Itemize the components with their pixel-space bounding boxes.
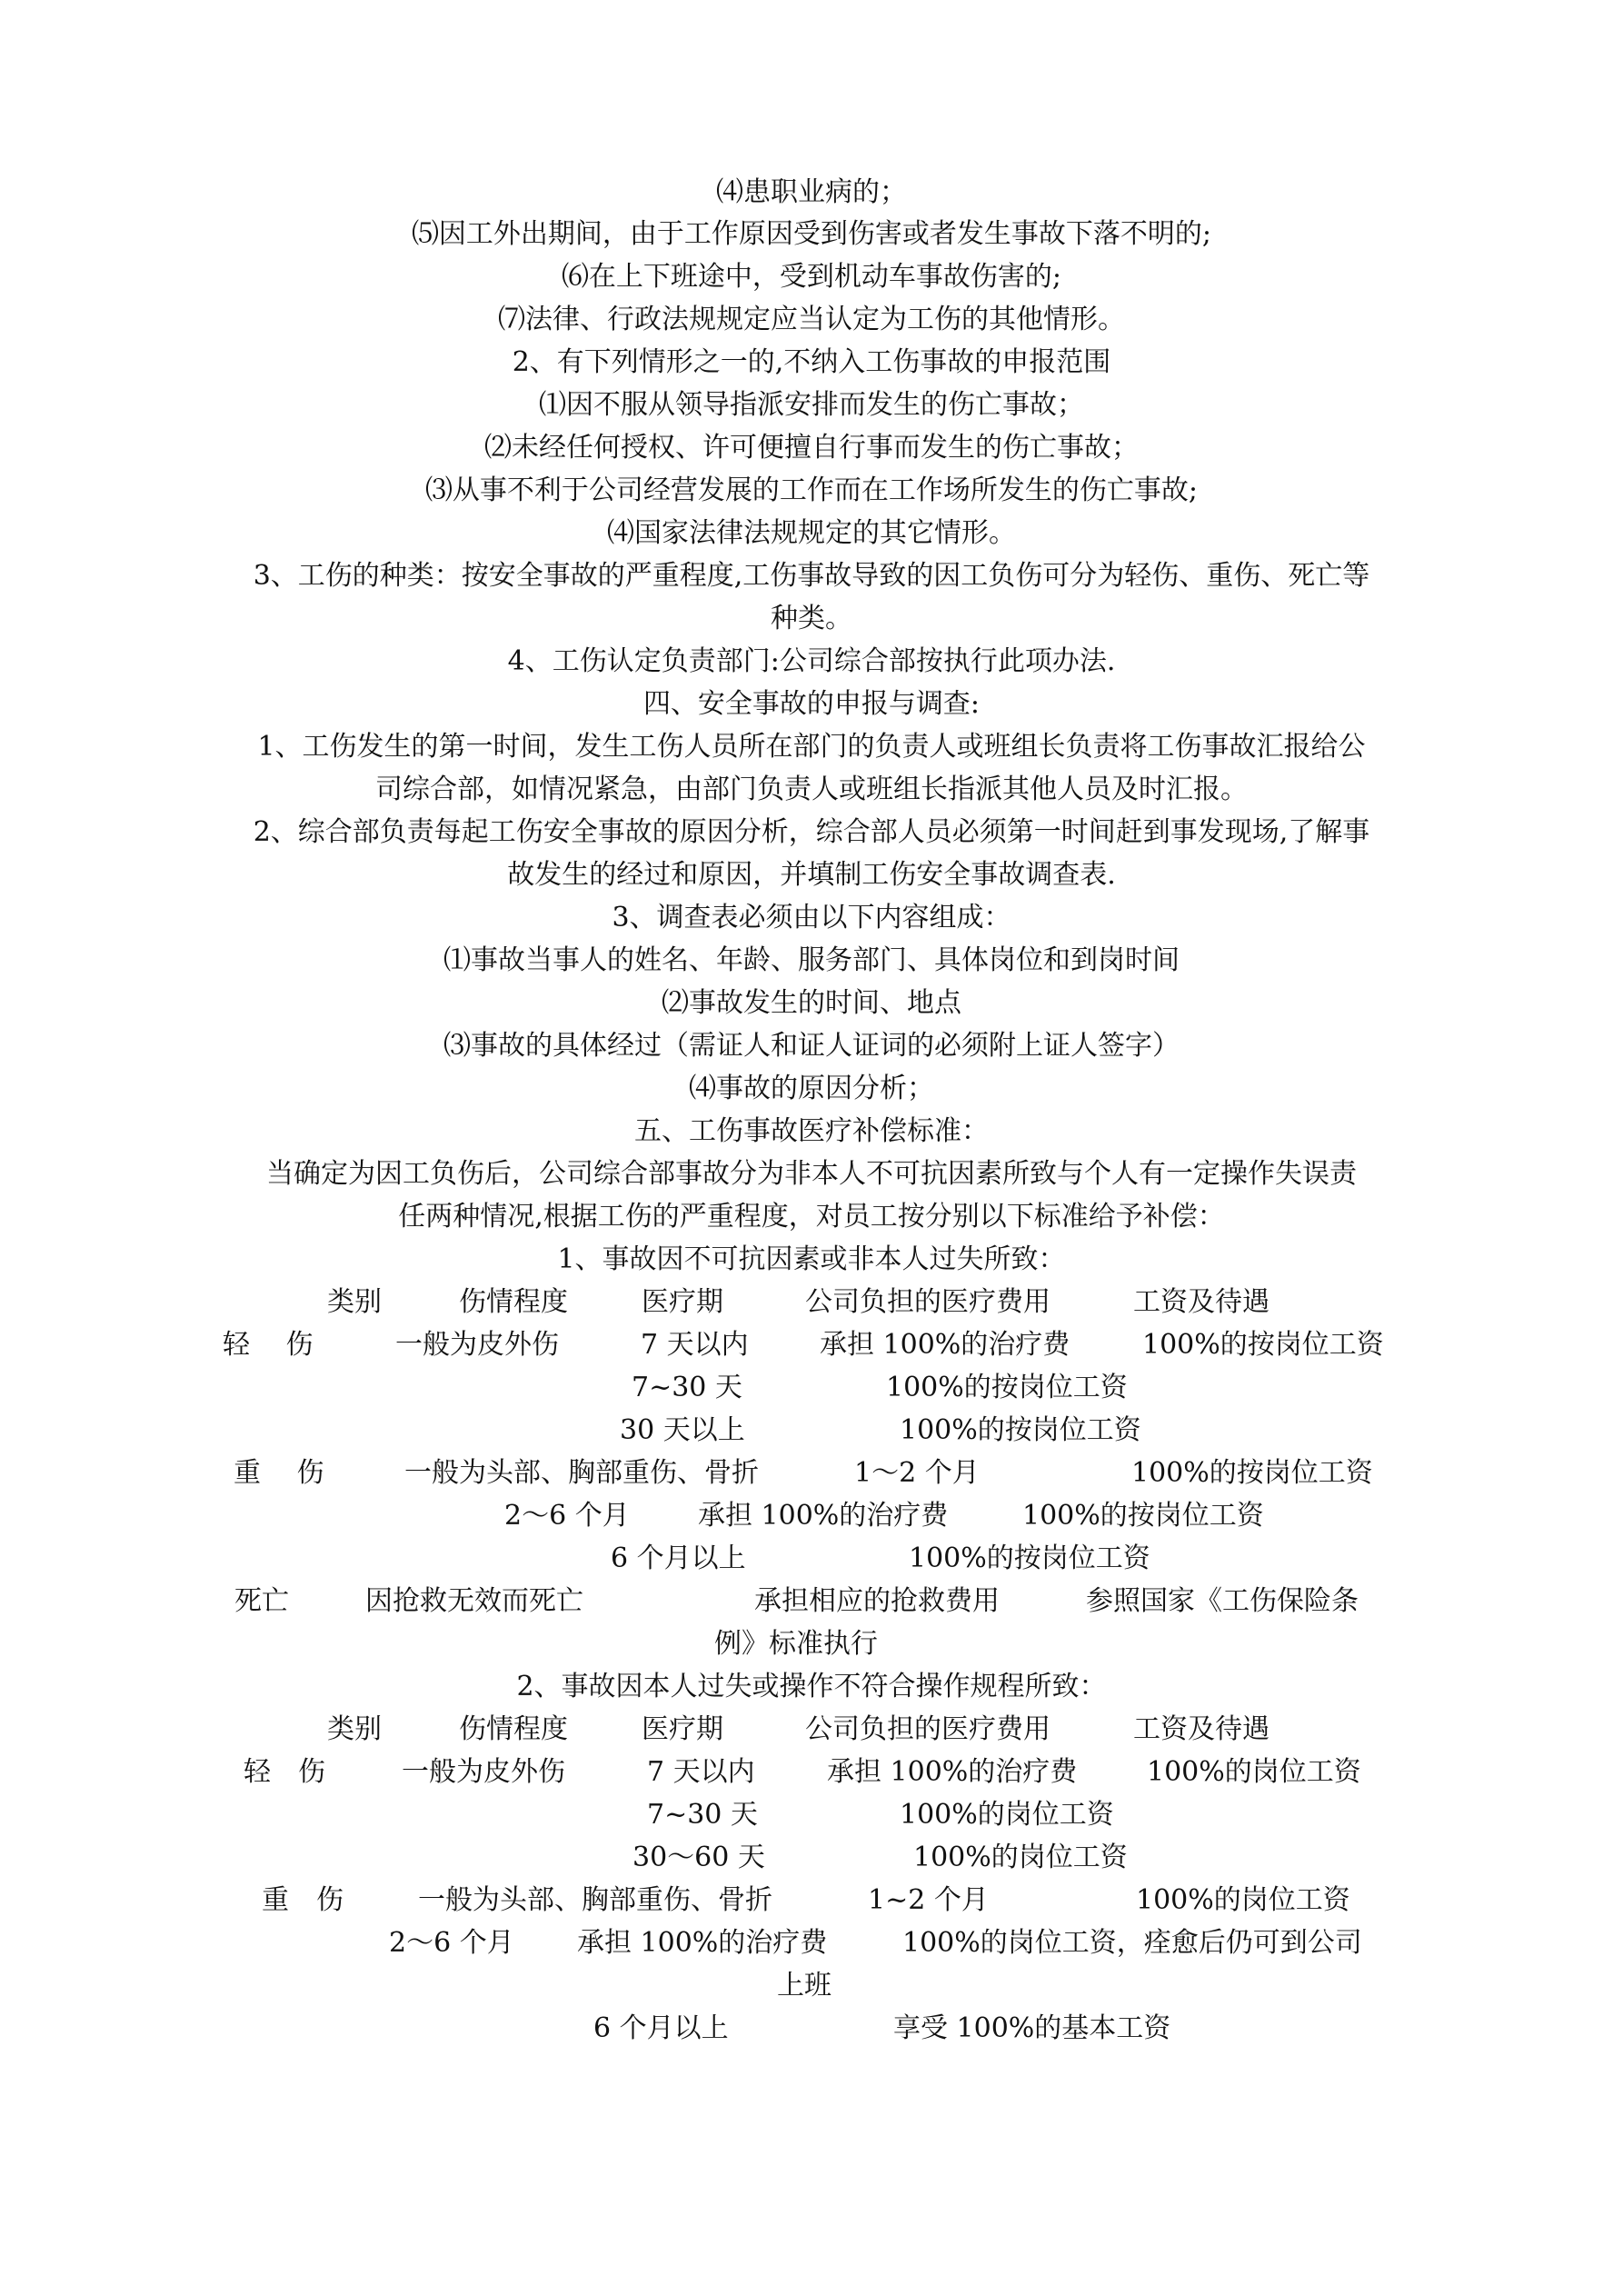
table-cell: 承担 100%的治疗费 <box>827 1756 1078 1788</box>
table-cell: 1～2 个月 <box>854 1457 980 1489</box>
text-line: ⑵未经任何授权、许可便擅自行事而发生的伤亡事故； <box>484 432 1139 464</box>
text-line: ⑶从事不利于公司经营发展的工作而在工作场所发生的伤亡事故; <box>424 474 1199 506</box>
table-cell: 因抢救无效而死亡 <box>365 1585 583 1617</box>
table-cell: 100%的岗位工资 <box>900 1799 1114 1831</box>
text-line: 1、工伤发生的第一时间，发生工伤人员所在部门的负责人或班组长负责将工伤事故汇报给公 <box>257 731 1366 763</box>
table-cell: 7 天以内 <box>641 1329 749 1361</box>
table-cell: 承担相应的抢救费用 <box>754 1585 1000 1617</box>
table-cell: 例》标准执行 <box>714 1628 878 1660</box>
text-line: ⑹在上下班途中，受到机动车事故伤害的; <box>561 261 1062 293</box>
header-cell: 医疗期 <box>642 1713 723 1745</box>
table-cell: 一般为头部、胸部重伤、骨折 <box>404 1457 759 1489</box>
table-cell: 重 伤 <box>234 1457 324 1489</box>
table-cell: 100%的按岗位工资 <box>900 1414 1141 1446</box>
subsection-heading: 2、事故因本人过失或操作不符合操作规程所致： <box>516 1671 1107 1702</box>
table-cell: 100%的岗位工资 <box>1147 1756 1361 1788</box>
table-cell: 1~2 个月 <box>868 1884 989 1916</box>
table-cell: 承担 100%的治疗费 <box>698 1500 949 1532</box>
table-cell: 6 个月以上 <box>611 1542 746 1574</box>
section-heading: 四、安全事故的申报与调查: <box>642 688 981 720</box>
table-cell: 30 天以上 <box>620 1414 745 1446</box>
table-cell: 上班 <box>777 1970 831 2002</box>
text-line: ⑶事故的具体经过（需证人和证人证词的必须附上证人签字） <box>443 1030 1180 1062</box>
text-line: 故发生的经过和原因，并填制工伤安全事故调查表. <box>507 859 1116 891</box>
header-cell: 类别 <box>327 1286 382 1318</box>
table-cell: 死亡 <box>234 1585 289 1617</box>
table-cell: 100%的按岗位工资 <box>1131 1457 1373 1489</box>
table-cell: 100%的岗位工资，痊愈后仍可到公司 <box>902 1927 1362 1959</box>
text-line: 2、综合部负责每起工伤安全事故的原因分析，综合部人员必须第一时间赶到事发现场,了解事 <box>253 816 1370 848</box>
table-cell: 承担 100%的治疗费 <box>577 1927 828 1959</box>
header-cell: 公司负担的医疗费用 <box>805 1713 1050 1745</box>
text-line: 司综合部，如情况紧急，由部门负责人或班组长指派其他人员及时汇报。 <box>375 774 1248 805</box>
text-line: 4、工伤认定负责部门:公司综合部按执行此项办法. <box>507 645 1116 677</box>
header-cell: 类别 <box>327 1713 382 1745</box>
header-cell: 公司负担的医疗费用 <box>805 1286 1050 1318</box>
text-line: ⑸因工外出期间，由于工作原因受到伤害或者发生事故下落不明的; <box>411 218 1212 250</box>
text-line: ⑴事故当事人的姓名、年龄、服务部门、具体岗位和到岗时间 <box>443 944 1180 976</box>
table-cell: 6 个月以上 <box>593 2012 729 2044</box>
text-line: 当确定为因工负伤后，公司综合部事故分为非本人不可抗因素所致与个人有一定操作失误责 <box>266 1158 1357 1190</box>
table-cell: 重 伤 <box>262 1884 344 1916</box>
text-line: ⑷事故的原因分析； <box>689 1073 934 1104</box>
table-cell: 2～6 个月 <box>389 1927 514 1959</box>
section-heading: 五、工伤事故医疗补偿标准： <box>634 1115 989 1147</box>
header-cell: 工资及待遇 <box>1133 1286 1270 1318</box>
text-line: ⑷患职业病的； <box>716 176 907 208</box>
table-cell: 30～60 天 <box>632 1842 765 1873</box>
table-cell: 100%的按岗位工资 <box>886 1372 1128 1403</box>
table-cell: 100%的按岗位工资 <box>1142 1329 1384 1361</box>
table-cell: 7 天以内 <box>647 1756 755 1788</box>
table-cell: 一般为皮外伤 <box>395 1329 559 1361</box>
text-line: 任两种情况,根据工伤的严重程度，对员工按分别以下标准给予补偿： <box>398 1201 1225 1233</box>
header-cell: 伤情程度 <box>459 1286 568 1318</box>
text-line: 种类。 <box>771 603 852 634</box>
text-line: ⑴因不服从领导指派安排而发生的伤亡事故； <box>539 389 1084 421</box>
table-cell: 100%的岗位工资 <box>1136 1884 1350 1916</box>
table-cell: 2～6 个月 <box>504 1500 630 1532</box>
text-line: 1、事故因不可抗因素或非本人过失所致： <box>557 1243 1066 1275</box>
table-cell: 100%的按岗位工资 <box>1022 1500 1264 1532</box>
table-cell: 一般为皮外伤 <box>402 1756 565 1788</box>
text-line: ⑷国家法律法规规定的其它情形。 <box>607 517 1016 549</box>
header-cell: 医疗期 <box>642 1286 723 1318</box>
table-cell: 承担 100%的治疗费 <box>820 1329 1070 1361</box>
text-line: ⑺法律、行政法规规定应当认定为工伤的其他情形。 <box>498 304 1125 335</box>
table-cell: 轻 伤 <box>244 1756 325 1788</box>
text-line: 3、调查表必须由以下内容组成： <box>612 902 1011 933</box>
text-line: ⑵事故发生的时间、地点 <box>662 987 961 1019</box>
table-cell: 100%的按岗位工资 <box>909 1542 1150 1574</box>
text-line: 2、有下列情形之一的,不纳入工伤事故的申报范围 <box>512 346 1111 378</box>
table-cell: 7~30 天 <box>632 1372 742 1403</box>
text-line: 3、工伤的种类：按安全事故的严重程度,工伤事故导致的因工负伤可分为轻伤、重伤、死亡等 <box>253 560 1370 592</box>
table-cell: 100%的岗位工资 <box>913 1842 1128 1873</box>
table-cell: 轻 伤 <box>223 1329 314 1361</box>
table-cell: 参照国家《工伤保险条 <box>1086 1585 1359 1617</box>
table-cell: 一般为头部、胸部重伤、骨折 <box>418 1884 772 1916</box>
header-cell: 工资及待遇 <box>1133 1713 1270 1745</box>
table-cell: 享受 100%的基本工资 <box>893 2012 1171 2044</box>
table-cell: 7~30 天 <box>647 1799 758 1831</box>
header-cell: 伤情程度 <box>459 1713 568 1745</box>
